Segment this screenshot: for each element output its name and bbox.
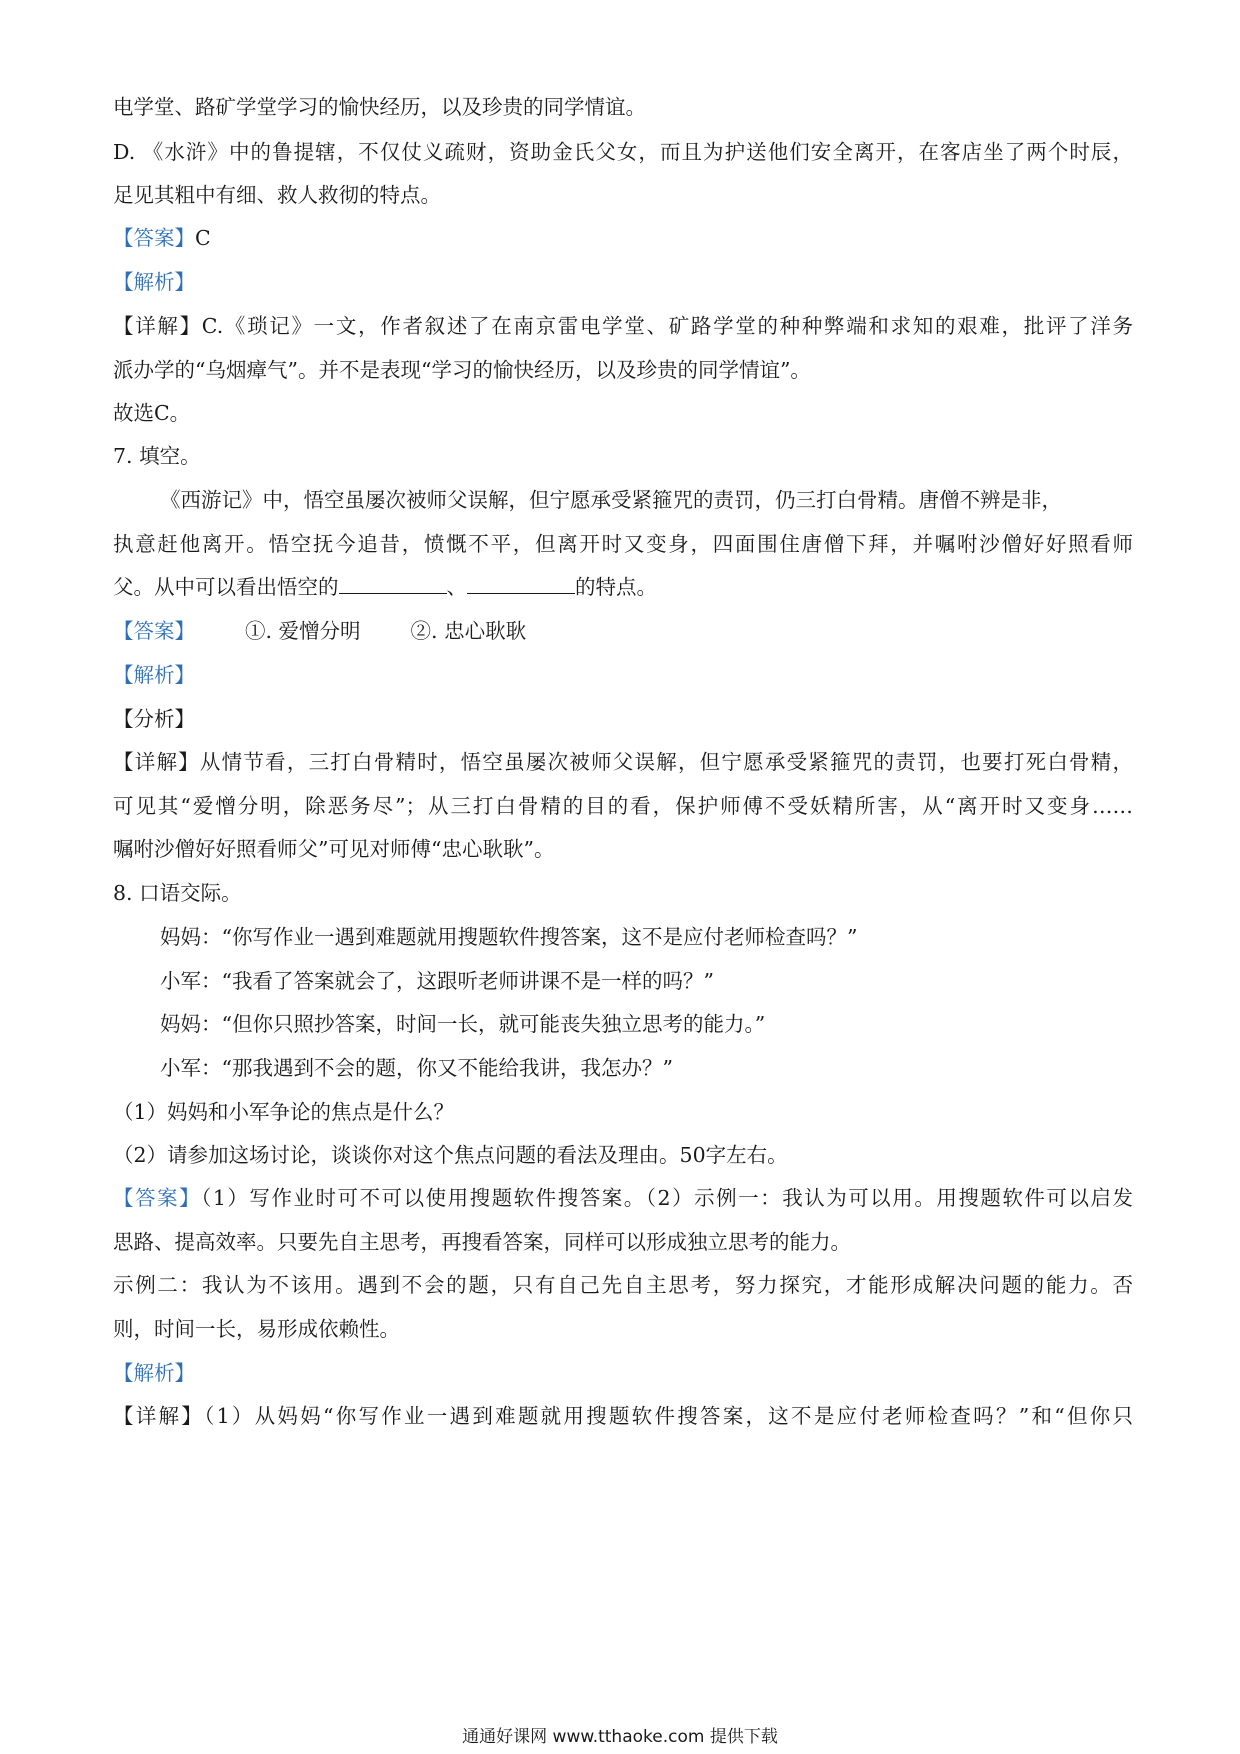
fill-blank-2	[467, 573, 575, 594]
separator: 、	[446, 575, 467, 599]
answer-text: （1）写作业时可不可以使用搜题软件搜答案。（2）示例一：我认为可以用。用搜题软件可以启发	[201, 1186, 1133, 1210]
detail-tag: 【详解】	[113, 314, 202, 338]
passage-blank-row	[113, 572, 1133, 602]
passage-text: 的特点。	[575, 575, 657, 599]
detail-text: 派办学的“乌烟瘴气”。并不是表现“学习的愉快经历，以及珍贵的同学情谊”。	[113, 358, 811, 382]
answer-tag: 【答案】	[113, 619, 195, 643]
q6-detail-row	[113, 311, 1133, 341]
dialogue-line: 妈妈：“你写作业一遇到难题就用搜题软件搜答案，这不是应付老师检查吗？”	[160, 925, 858, 949]
fenxi-tag: 【分析】	[113, 707, 195, 731]
sub-question: （1）妈妈和小军争论的焦点是什么？	[113, 1100, 455, 1124]
sub-question: （2）请参加这场讨论，谈谈你对这个焦点问题的看法及理由。50字左右。	[113, 1143, 788, 1167]
q7-detail-row	[113, 747, 1133, 777]
detail-tag: 【详解】	[113, 750, 200, 774]
answer-text: 则，时间一长，易形成依赖性。	[113, 1317, 400, 1341]
option-d-line: D. 《水浒》中的鲁提辖，不仅仗义疏财，资助金氏父女，而且为护送他们安全离开，在客店坐了两个时辰，	[113, 140, 1133, 164]
passage-text: 《西游记》中，悟空虽屡次被师父误解，但宁愿承受紧箍咒的责罚，仍三打白骨精。唐僧不辨是非，	[160, 488, 1062, 512]
question-8-title: 8. 口语交际。	[113, 881, 242, 905]
page-footer: 通通好课网 www.tthaoke.com 提供下载	[462, 1727, 778, 1747]
passage-text: 父。从中可以看出悟空的	[113, 575, 339, 599]
answer-2: ②. 忠心耿耿	[410, 619, 527, 643]
answer-tag: 【答案】	[113, 1186, 202, 1210]
answer-value: C	[195, 226, 211, 250]
detail-text: 可见其“爱憎分明，除恶务尽”；从三打白骨精的目的看，保护师傅不受妖精所害，从“离开时又变身……	[113, 794, 1133, 818]
dialogue-line: 妈妈：“但你只照抄答案，时间一长，就可能丧失独立思考的能力。”	[160, 1012, 766, 1036]
detail-text: （1）从妈妈“你写作业一遇到难题就用搜题软件搜答案，这不是应付老师检查吗？”和“但你只	[204, 1404, 1134, 1428]
analysis-tag: 【解析】	[113, 270, 195, 294]
detail-text: 嘱咐沙僧好好照看师父”可见对师傅“忠心耿耿”。	[113, 837, 555, 861]
text-line: 电学堂、路矿学堂学习的愉快经历，以及珍贵的同学情谊。	[113, 95, 646, 119]
detail-text: C.《琐记》一文，作者叙述了在南京雷电学堂、矿路学堂的种种弊端和求知的艰难，批评了洋务	[201, 314, 1134, 338]
dialogue-line: 小军：“我看了答案就会了，这跟听老师讲课不是一样的吗？”	[160, 969, 714, 993]
answer-text: 思路、提高效率。只要先自主思考，再搜看答案，同样可以形成独立思考的能力。	[113, 1230, 851, 1254]
q7-answer-row	[113, 616, 1133, 646]
passage-text: 执意赶他离开。悟空抚今追昔，愤慨不平，但离开时又变身，四面围住唐僧下拜，并嘱咐沙僧好好照看师	[113, 532, 1133, 556]
detail-tag: 【详解】	[113, 1404, 205, 1428]
q8-answer-row	[113, 1183, 1133, 1213]
q6-answer-row	[113, 223, 1133, 253]
detail-text: 从情节看，三打白骨精时，悟空虽屡次被师父误解，但宁愿承受紧箍咒的责罚，也要打死白骨精，	[199, 750, 1134, 774]
choice-text: 故选C。	[113, 401, 191, 425]
answer-1: ①. 爱憎分明	[245, 619, 361, 643]
fill-blank-1	[339, 573, 447, 594]
answer-tag: 【答案】	[113, 226, 195, 250]
text-line: 足见其粗中有细、救人救彻的特点。	[113, 183, 441, 207]
q8-detail-row	[113, 1401, 1133, 1431]
analysis-tag: 【解析】	[113, 663, 195, 687]
question-7-title: 7. 填空。	[113, 444, 201, 468]
dialogue-line: 小军：“那我遇到不会的题，你又不能给我讲，我怎办？”	[160, 1056, 673, 1080]
analysis-tag: 【解析】	[113, 1361, 195, 1385]
answer-text: 示例二：我认为不该用。遇到不会的题，只有自己先自主思考，努力探究，才能形成解决问题的能力。否	[113, 1273, 1133, 1297]
